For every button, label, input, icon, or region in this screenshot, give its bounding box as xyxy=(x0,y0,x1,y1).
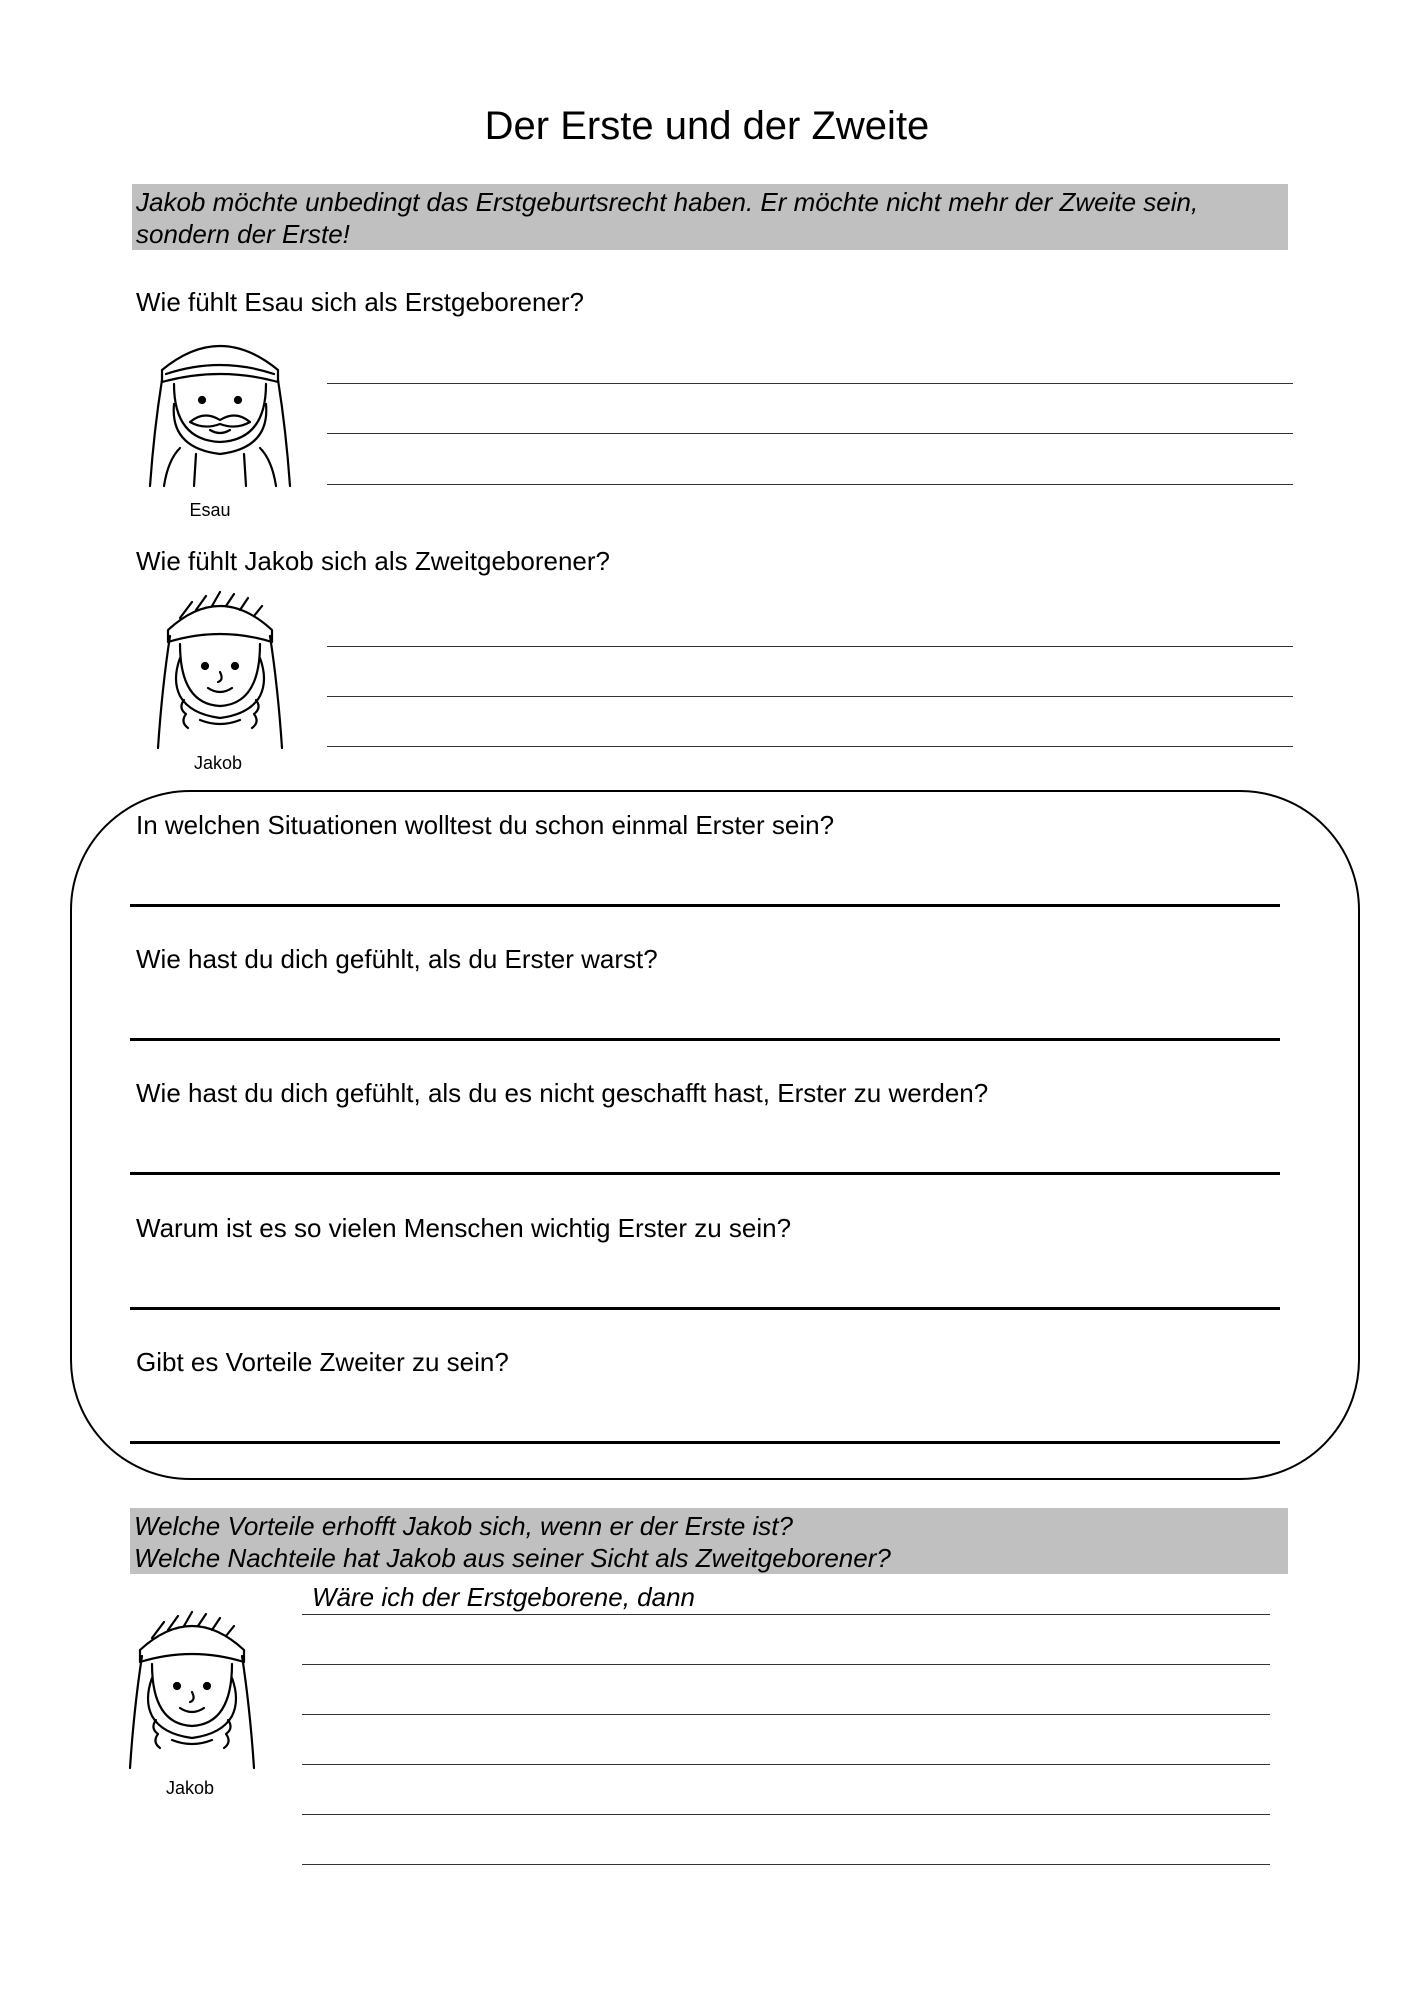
esau-illustration xyxy=(140,330,300,490)
bottom-banner xyxy=(130,1508,1288,1574)
esau-figure-icon xyxy=(140,330,300,490)
answer-line[interactable] xyxy=(130,1441,1280,1444)
box-question-4: Warum ist es so vielen Menschen wichtig Erster zu sein? xyxy=(136,1213,792,1243)
box-question-1: In welchen Situationen wolltest du schon einmal Erster sein? xyxy=(136,810,835,840)
answer-line[interactable] xyxy=(302,1764,1270,1765)
answer-line[interactable] xyxy=(130,1038,1280,1041)
bottom-banner-line-2: Welche Nachteile hat Jakob aus seiner Sicht als Zweitgeborener? xyxy=(134,1543,891,1573)
answer-line[interactable] xyxy=(130,904,1280,907)
caption-jakob: Jakob xyxy=(193,753,243,773)
bottom-banner-line-1: Welche Vorteile erhofft Jakob sich, wenn er der Erste ist? xyxy=(134,1511,793,1541)
answer-line[interactable] xyxy=(302,1714,1270,1715)
answer-line[interactable] xyxy=(327,484,1293,485)
question-esau: Wie fühlt Esau sich als Erstgeborener? xyxy=(136,287,584,317)
jakob-illustration xyxy=(150,588,290,752)
answer-line[interactable] xyxy=(302,1614,1270,1615)
sentence-prompt: Wäre ich der Erstgeborene, dann xyxy=(312,1582,695,1612)
answer-line[interactable] xyxy=(130,1307,1280,1310)
question-jakob: Wie fühlt Jakob sich als Zweitgeborener? xyxy=(136,546,611,576)
answer-line[interactable] xyxy=(130,1172,1280,1175)
jakob-illustration-bottom xyxy=(122,1608,262,1772)
answer-line[interactable] xyxy=(327,383,1293,384)
page-title: Der Erste und der Zweite xyxy=(484,104,930,148)
answer-line[interactable] xyxy=(327,746,1293,747)
answer-line[interactable] xyxy=(302,1814,1270,1815)
intro-banner: Jakob möchte unbedingt das Erstgeburtsrecht haben. Er möchte nicht mehr der Zweite sein, sondern der Erste! xyxy=(132,184,1288,250)
jakob-figure-icon xyxy=(150,588,290,752)
answer-line[interactable] xyxy=(327,433,1293,434)
answer-line[interactable] xyxy=(327,696,1293,697)
box-question-2: Wie hast du dich gefühlt, als du Erster warst? xyxy=(136,944,658,974)
box-question-3: Wie hast du dich gefühlt, als du es nicht geschafft hast, Erster zu werden? xyxy=(136,1078,989,1108)
box-question-5: Gibt es Vorteile Zweiter zu sein? xyxy=(136,1347,509,1377)
caption-esau: Esau xyxy=(189,500,231,520)
answer-line[interactable] xyxy=(302,1864,1270,1865)
answer-line[interactable] xyxy=(302,1664,1270,1665)
caption-jakob-bottom: Jakob xyxy=(165,1778,215,1798)
jakob-figure-icon xyxy=(122,1608,262,1772)
answer-line[interactable] xyxy=(327,646,1293,647)
